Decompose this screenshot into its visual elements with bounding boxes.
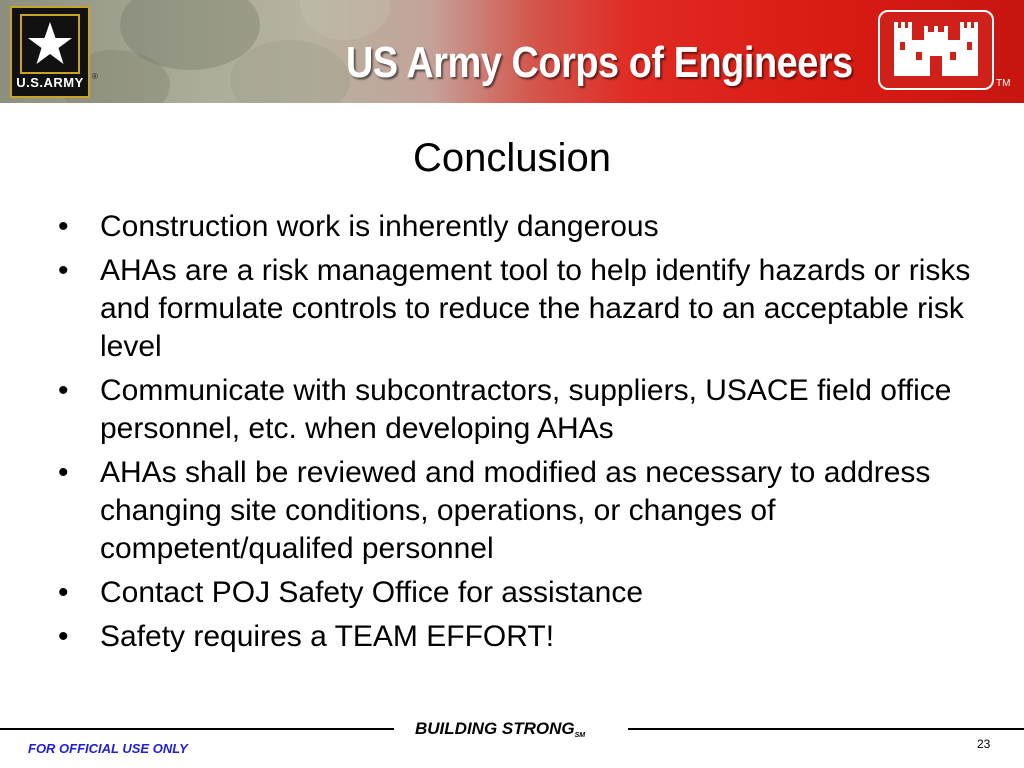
page-number: 23	[977, 737, 991, 751]
organization-title: US Army Corps of Engineers	[346, 38, 853, 87]
bullet-list	[58, 208, 988, 662]
bullet-item	[58, 618, 988, 656]
bullet-dot: •	[58, 620, 69, 653]
bullet-text: AHAs shall be reviewed and modified as necessary to address changing site conditions, operations, or changes of competent/qualifed personnel	[100, 456, 931, 565]
footer-divider-left	[0, 728, 394, 730]
footer-divider-right	[628, 728, 1024, 730]
bullet-text: Contact POJ Safety Office for assistance	[100, 576, 644, 609]
army-logo-text: U.S.ARMY	[16, 75, 84, 90]
us-army-logo	[10, 6, 90, 98]
slide-title: Conclusion	[413, 136, 611, 180]
castle-icon	[880, 12, 992, 88]
classification-label: FOR OFFICIAL USE ONLY	[28, 741, 188, 756]
tagline-text: BUILDING STRONG	[415, 719, 575, 738]
camo-pattern	[300, 0, 390, 40]
bullet-item	[58, 252, 988, 366]
bullet-item	[58, 208, 988, 246]
bullet-text: AHAs are a risk management tool to help identify hazards or risks and formulate controls to reduce the hazard to an acceptable risk level	[100, 254, 971, 363]
footer-tagline	[415, 719, 585, 739]
header-banner	[0, 0, 1024, 103]
bullet-dot: •	[58, 576, 69, 609]
service-mark: SM	[574, 732, 586, 739]
bullet-item	[58, 372, 988, 448]
bullet-item	[58, 454, 988, 568]
bullet-dot: •	[58, 456, 69, 489]
bullet-dot: •	[58, 254, 69, 287]
bullet-text: Safety requires a TEAM EFFORT!	[100, 620, 555, 653]
army-logo-registered-mark: ®	[92, 72, 98, 81]
bullet-text: Communicate with subcontractors, suppliers, USACE field office personnel, etc. when developing AHAs	[100, 374, 952, 445]
army-star-frame	[20, 14, 80, 74]
star-icon	[22, 16, 78, 72]
bullet-item	[58, 574, 988, 612]
bullet-text: Construction work is inherently dangerous	[100, 210, 659, 243]
bullet-dot: •	[58, 210, 69, 243]
usace-castle-logo	[878, 10, 994, 90]
castle-trademark: TM	[996, 78, 1011, 89]
bullet-dot: •	[58, 374, 69, 407]
